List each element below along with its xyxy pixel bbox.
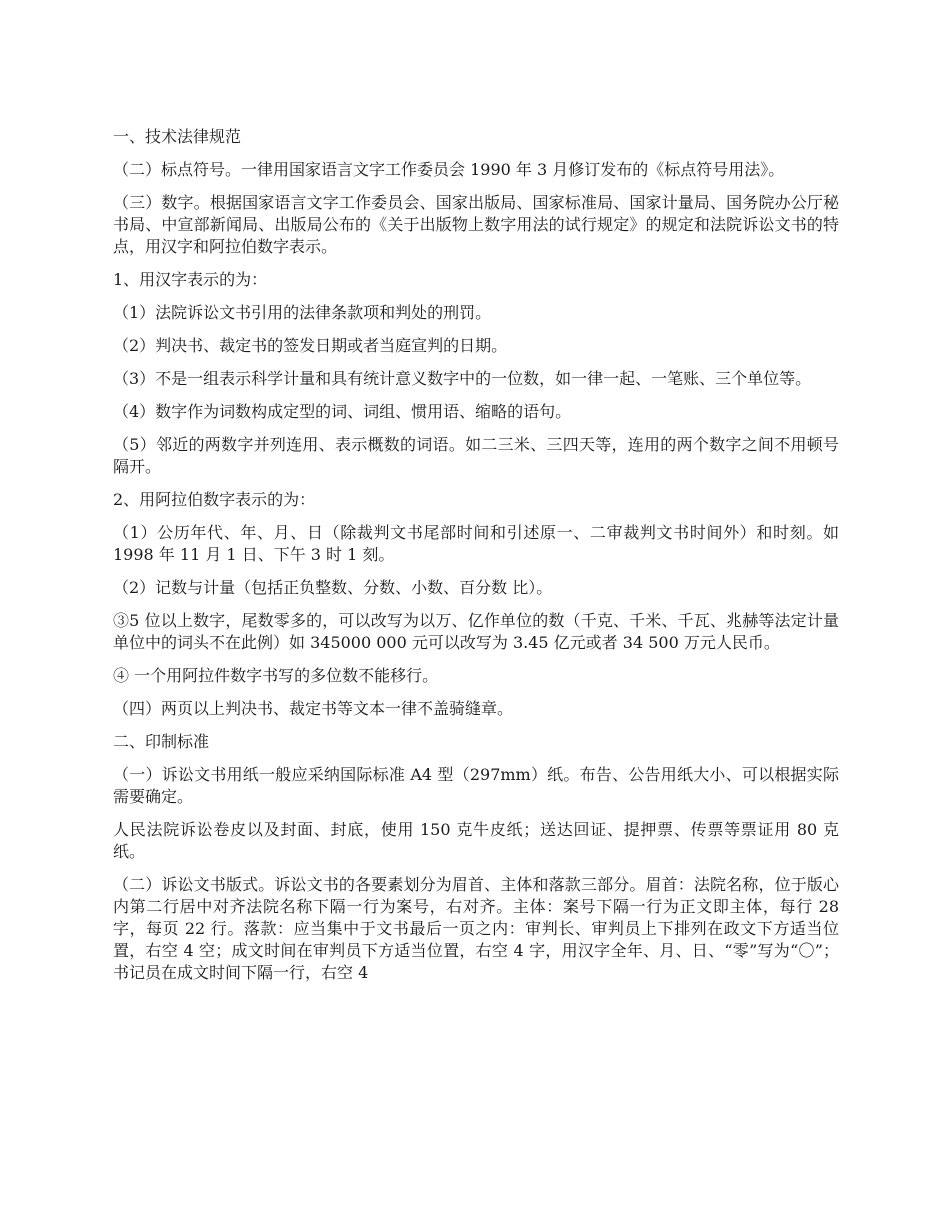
list-item: （3）不是一组表示科学计量和具有统计意义数字中的一位数，如一律一起、一笔账、三个单位等。 [113,369,812,388]
paragraph-paper-weight: 人民法院诉讼卷皮以及封面、封底，使用 150 克牛皮纸；送达回证、提押票、传票等票证用 80 克纸。 [113,820,839,861]
list-item: （1）公历年代、年、月、日（除裁判文书尾部时间和引述原一、二审裁判文书时间外）和时刻。如 1998 年 11 月 1 日、下午 3 时 1 刻。 [113,523,839,564]
document-body [113,126,839,995]
list-item: （2）记数与计量（包括正负整数、分数、小数、百分数 比）。 [113,578,553,597]
paragraph-punctuation: （二）标点符号。一律用国家语言文字工作委员会 1990 年 3 月修订发布的《标点符号用法》。 [113,160,785,179]
section-heading-printing: 二、印制标准 [113,732,210,751]
list-item: ③5 位以上数字，尾数零多的，可以改写为以万、亿作单位的数（千克、千米、千瓦、兆赫等法定计量单位中的词头不在此例）如 345000 000 元可以改写为 3.45 亿元或者 34 500 万元人民币。 [113,611,839,652]
list-item: （5）邻近的两数字并列连用、表示概数的词语。如二三米、三四天等，连用的两个数字之间不用顿号隔开。 [113,435,839,476]
paragraph-paper-size: （一）诉讼文书用纸一般应采纳国际标准 A4 型（297mm）纸。布告、公告用纸大小、可以根据实际需要确定。 [113,765,839,806]
subheading-chinese-numerals: 1、用汉字表示的为： [113,270,268,289]
paragraph-seal-rule: （四）两页以上判决书、裁定书等文本一律不盖骑缝章。 [113,699,514,718]
list-item: （4）数字作为词数构成定型的词、词组、惯用语、缩略的语句。 [113,402,572,421]
subheading-arabic-numerals: 2、用阿拉伯数字表示的为： [113,490,316,509]
section-heading-legal-norms: 一、技术法律规范 [113,127,242,146]
paragraph-numbers: （三）数字。根据国家语言文字工作委员会、国家出版局、国家标准局、国家计量局、国务院办公厅秘书局、中宣部新闻局、出版局公布的《关于出版物上数字用法的试行规定》的规定和法院诉讼文书的特点，用汉字和阿拉伯数字表示。 [113,193,839,256]
list-item: （1）法院诉讼文书引用的法律条款项和判处的刑罚。 [113,303,492,322]
paragraph-layout: （二）诉讼文书版式。诉讼文书的各要素划分为眉首、主体和落款三部分。眉首：法院名称，位于版心内第二行居中对齐法院名称下隔一行为案号，右对齐。主体：案号下隔一行为正文即主体，每行 28 字，每页 22 行。落款：应当集中于文书最后一页之内：审判长、审判员上下排列在政文下方适当位置，右空 4 空；成文时间在审判员下方适当位置，右空 4 字，用汉字全年、月、日、“零”写为“〇”；书记员在成文时间下隔一行，右空 4 [113,875,839,982]
list-item: （2）判决书、裁定书的签发日期或者当庭宣判的日期。 [113,336,508,355]
list-item: ④ 一个用阿拉件数字书写的多位数不能移行。 [113,666,439,685]
